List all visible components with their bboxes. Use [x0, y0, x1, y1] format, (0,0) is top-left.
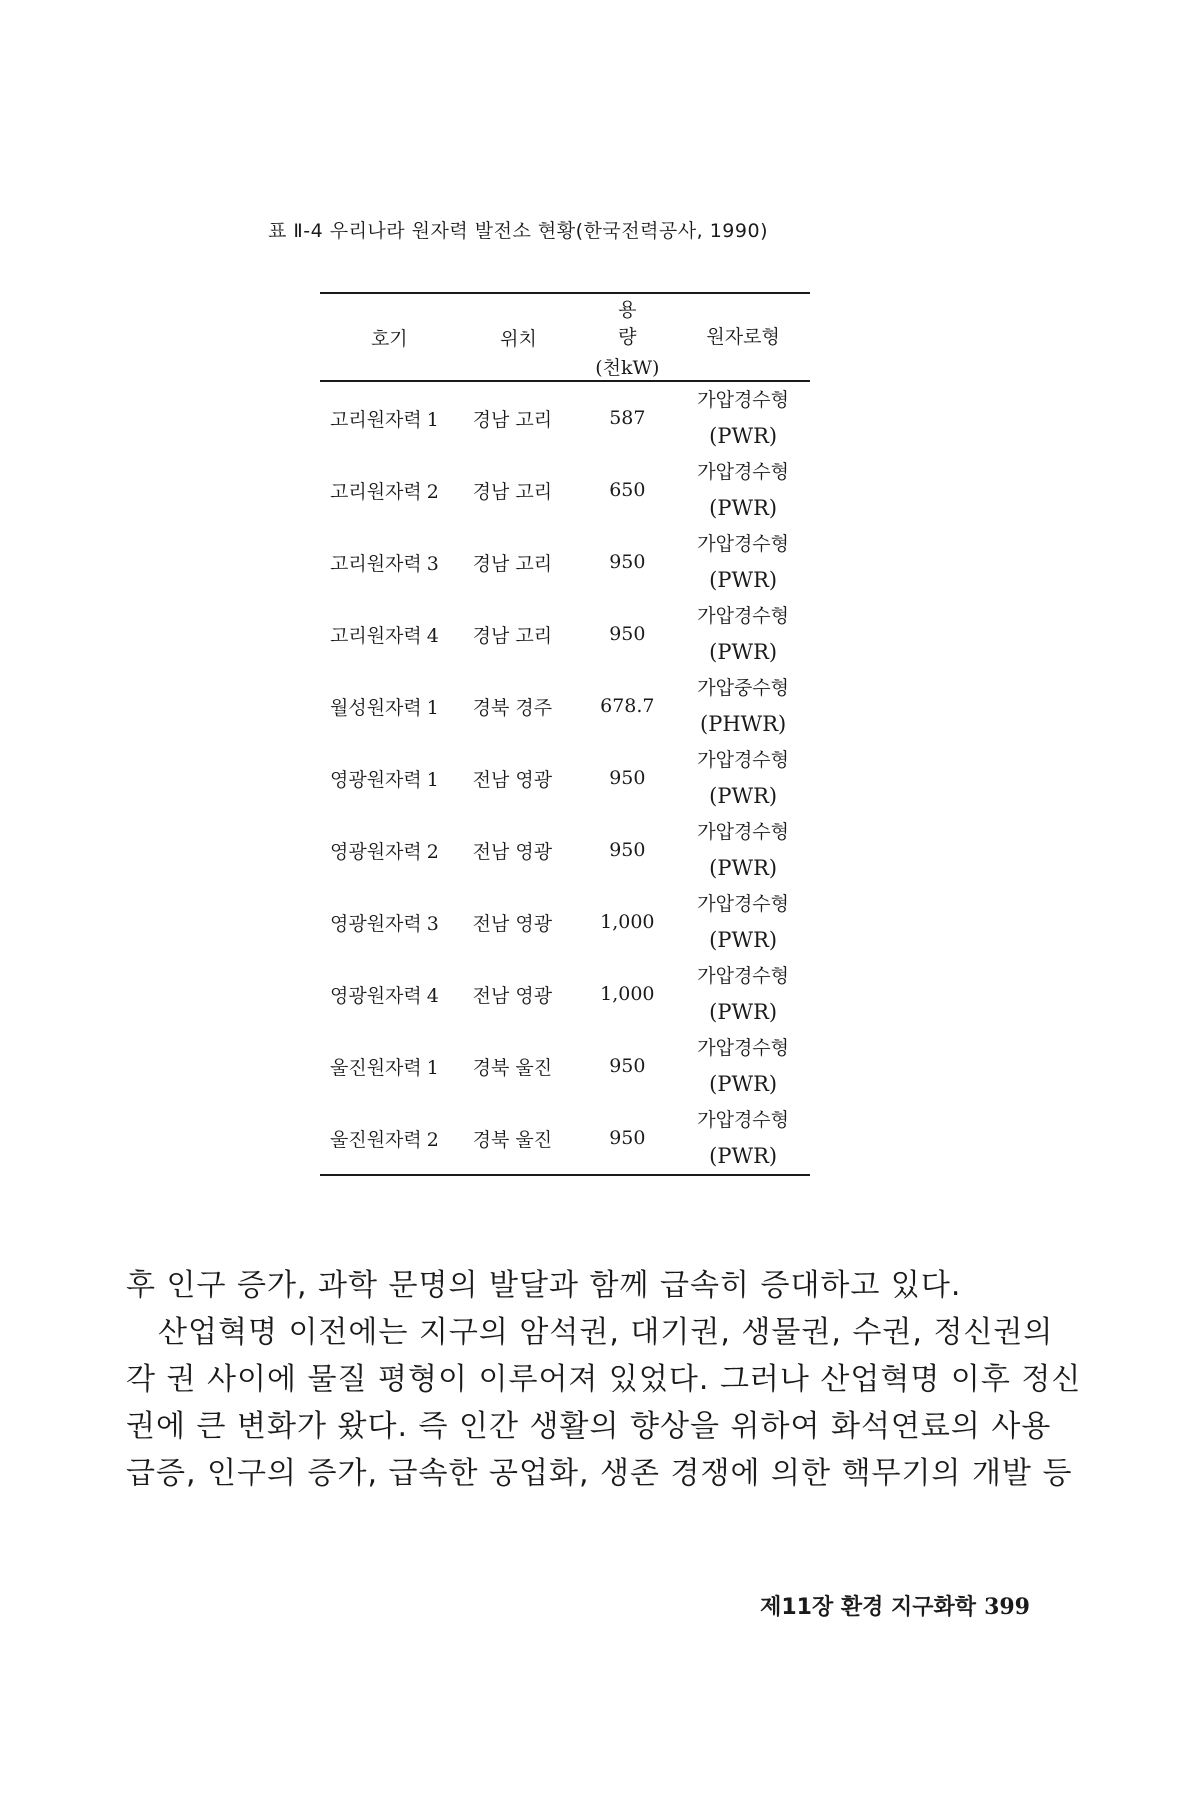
cell-unit [320, 454, 459, 526]
cell-capacity: 678.7 [600, 695, 655, 717]
unit-name: 고리원자력 [330, 480, 422, 503]
reactor-type-name: 가압경수형 [697, 749, 790, 771]
reactor-type-code: (PWR) [709, 424, 778, 448]
cell-location: 전남 영광 [472, 912, 553, 935]
reactor-type-code: (PWR) [709, 856, 778, 880]
cell-reactor-type [676, 381, 810, 454]
cell-location: 경남 고리 [472, 624, 553, 647]
header-capacity-label: 용 량 [618, 298, 651, 348]
cell-location: 경남 고리 [472, 408, 553, 431]
cell-capacity: 587 [609, 407, 646, 429]
cell-unit [320, 598, 459, 670]
reactor-type-name: 가압경수형 [697, 389, 790, 411]
table-row [320, 381, 810, 454]
table-caption: 표 Ⅱ-4 우리나라 원자력 발전소 현황(한국전력공사, 1990) [268, 220, 768, 242]
table-row [320, 814, 810, 886]
cell-unit [320, 958, 459, 1030]
cell-unit [320, 742, 459, 814]
unit-number: 1 [426, 696, 439, 719]
unit-name: 울진원자력 [330, 1056, 422, 1079]
table-row [320, 1102, 810, 1175]
reactor-type-name: 가압경수형 [697, 461, 790, 483]
reactor-type-code: (PWR) [709, 1144, 778, 1168]
header-capacity-unit: (천kW) [595, 356, 660, 379]
cell-location: 전남 영광 [472, 840, 553, 863]
unit-number: 3 [426, 912, 439, 935]
reactor-type-code: (PWR) [709, 496, 778, 520]
table-row [320, 1030, 810, 1102]
cell-reactor-type [676, 814, 810, 886]
cell-location: 전남 영광 [472, 984, 553, 1007]
table-row [320, 598, 810, 670]
page-number: 399 [984, 1594, 1030, 1620]
reactor-type-name: 가압경수형 [697, 605, 790, 627]
reactor-type-name: 가압경수형 [697, 1109, 790, 1131]
unit-number: 1 [426, 408, 439, 431]
cell-unit [320, 381, 459, 454]
unit-name: 고리원자력 [330, 552, 422, 575]
unit-number: 2 [426, 840, 439, 863]
table-row [320, 886, 810, 958]
cell-capacity: 950 [609, 1055, 646, 1077]
reactor-type-code: (PWR) [709, 784, 778, 808]
header-reactor-type: 원자로형 [706, 326, 780, 348]
cell-capacity: 950 [609, 551, 646, 573]
cell-capacity: 650 [609, 479, 646, 501]
unit-name: 영광원자력 [330, 768, 422, 791]
cell-capacity: 1,000 [600, 983, 655, 1005]
chapter-title: 제11장 환경 지구화학 [760, 1595, 977, 1620]
unit-name: 고리원자력 [330, 408, 422, 431]
unit-number: 3 [426, 552, 439, 575]
table-row [320, 958, 810, 1030]
table-body [320, 381, 810, 1175]
cell-unit [320, 526, 459, 598]
body-paragraph-2: 산업혁명 이전에는 지구의 암석권, 대기권, 생물권, 수권, 정신권의 각 권 사이에 물질 평형이 이루어져 있었다. 그러나 산업혁명 이후 정신권에 큰 변화가 왔다. 즉 인간 생활의 향상을 위하여 화석연료의 사용 급증, 인구의 증가, 급속한 공업화, 생존 경쟁에 의한 핵무기의 개발 등 [126, 1315, 1082, 1491]
body-line-1: 후 인구 증가, 과학 문명의 발달과 함께 급속히 증대하고 있다. [126, 1268, 962, 1303]
unit-name: 울진원자력 [330, 1128, 422, 1151]
cell-location: 경남 고리 [472, 480, 553, 503]
reactor-type-name: 가압경수형 [697, 1037, 790, 1059]
unit-name: 고리원자력 [330, 624, 422, 647]
reactor-type-name: 가압경수형 [697, 965, 790, 987]
cell-capacity: 950 [609, 623, 646, 645]
reactor-type-code: (PWR) [709, 928, 778, 952]
header-capacity [578, 293, 676, 381]
cell-location: 전남 영광 [472, 768, 553, 791]
unit-number: 4 [426, 624, 439, 647]
unit-name: 영광원자력 [330, 840, 422, 863]
body-text [126, 1262, 1086, 1497]
unit-name: 월성원자력 [330, 696, 422, 719]
nuclear-plant-table [320, 292, 810, 1176]
cell-location: 경북 울진 [472, 1056, 553, 1079]
table-row [320, 670, 810, 742]
unit-number: 4 [426, 984, 439, 1007]
unit-name: 영광원자력 [330, 912, 422, 935]
cell-reactor-type [676, 886, 810, 958]
unit-number: 2 [426, 480, 439, 503]
reactor-table-container [320, 292, 810, 1176]
table-row [320, 454, 810, 526]
header-location: 위치 [500, 327, 537, 350]
cell-reactor-type [676, 454, 810, 526]
reactor-type-code: (PWR) [709, 1000, 778, 1024]
reactor-type-code: (PWR) [709, 568, 778, 592]
table-header-row [320, 293, 810, 381]
cell-reactor-type [676, 1030, 810, 1102]
cell-location: 경남 고리 [472, 552, 553, 575]
cell-unit [320, 886, 459, 958]
cell-reactor-type [676, 670, 810, 742]
cell-unit [320, 670, 459, 742]
cell-reactor-type [676, 742, 810, 814]
reactor-type-name: 가압경수형 [697, 821, 790, 843]
reactor-type-name: 가압경수형 [697, 893, 790, 915]
header-unit: 호기 [370, 327, 408, 350]
cell-unit [320, 1102, 459, 1175]
reactor-type-name: 가압중수형 [697, 677, 790, 699]
cell-reactor-type [676, 598, 810, 670]
reactor-type-code: (PHWR) [700, 712, 787, 736]
reactor-type-code: (PWR) [709, 640, 778, 664]
table-row [320, 742, 810, 814]
cell-capacity: 950 [609, 839, 646, 861]
reactor-type-name: 가압경수형 [697, 533, 790, 555]
cell-unit [320, 1030, 459, 1102]
cell-capacity: 950 [609, 1127, 646, 1149]
unit-number: 2 [426, 1128, 439, 1151]
cell-capacity: 950 [609, 767, 646, 789]
cell-reactor-type [676, 1102, 810, 1175]
unit-number: 1 [426, 1056, 439, 1079]
cell-capacity: 1,000 [600, 911, 655, 933]
page-footer [760, 1590, 1030, 1621]
unit-name: 영광원자력 [330, 984, 422, 1007]
reactor-type-code: (PWR) [709, 1072, 778, 1096]
cell-reactor-type [676, 958, 810, 1030]
cell-location: 경북 경주 [472, 696, 553, 719]
unit-number: 1 [426, 768, 439, 791]
cell-location: 경북 울진 [472, 1128, 553, 1151]
cell-unit [320, 814, 459, 886]
cell-reactor-type [676, 526, 810, 598]
table-row [320, 526, 810, 598]
